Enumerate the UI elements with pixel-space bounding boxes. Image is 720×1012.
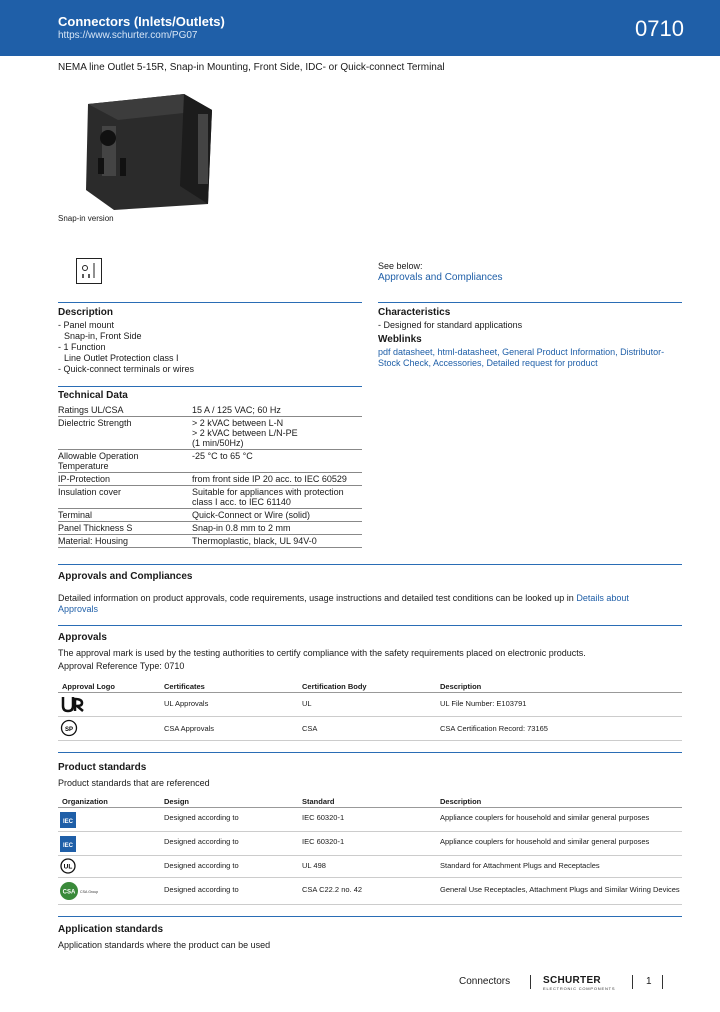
col-header: Standard: [302, 797, 335, 806]
weblinks-heading: Weblinks: [378, 334, 422, 345]
approvals-heading: Approvals: [58, 632, 107, 643]
std-design: Designed according to: [164, 813, 239, 822]
description-list: [58, 320, 194, 375]
technical-key: Allowable Operation Temperature: [58, 450, 192, 473]
divider: [58, 302, 362, 303]
product-photo: [74, 86, 224, 210]
svg-text:SP: SP: [64, 727, 74, 733]
technical-row: [58, 473, 362, 486]
technical-value: Snap-in 0.8 mm to 2 mm: [192, 522, 362, 535]
divider: [58, 625, 682, 626]
technical-row: [58, 486, 362, 509]
application-standards-heading: Application standards: [58, 924, 164, 935]
footer-divider: [530, 975, 531, 989]
technical-key: IP-Protection: [58, 473, 192, 486]
technical-value: Suitable for appliances with protection class I acc. to IEC 61140: [192, 486, 362, 509]
iec-logo-text: IEC: [62, 819, 74, 825]
page-number: 1: [646, 976, 652, 987]
iec-logo-icon: [60, 812, 76, 828]
col-header: Description: [440, 682, 482, 691]
series-code: 0710: [635, 16, 684, 41]
weblinks-line[interactable]: Stock Check, Accessories, Detailed request for product: [378, 358, 598, 368]
technical-key: Terminal: [58, 509, 192, 522]
description-line: - Panel mount: [58, 320, 115, 330]
technical-heading: Technical Data: [58, 390, 128, 401]
product-standards-text: Product standards that are referenced: [58, 778, 210, 788]
col-header: Organization: [62, 797, 108, 806]
csa-group-logo-icon: [59, 880, 99, 902]
col-header: Certification Body: [302, 682, 367, 691]
footer-divider: [662, 975, 663, 989]
technical-key: Insulation cover: [58, 486, 192, 509]
schurter-logo: [543, 975, 615, 991]
application-standards-text: Application standards where the product can be used: [58, 940, 271, 950]
std-desc: General Use Receptacles, Attachment Plugs and Similar Wiring Devices: [440, 885, 680, 894]
technical-row: [58, 522, 362, 535]
technical-row: [58, 535, 362, 548]
std-desc: Appliance couplers for household and similar general purposes: [440, 813, 650, 822]
std-desc: Appliance couplers for household and similar general purposes: [440, 837, 650, 846]
col-header: Description: [440, 797, 482, 806]
divider: [58, 752, 682, 753]
technical-key: Material: Housing: [58, 535, 192, 548]
iec-logo-text: IEC: [62, 843, 74, 849]
csa-group-text: CSA Group: [80, 890, 99, 894]
divider: [378, 302, 682, 303]
divider: [58, 564, 682, 565]
approval-desc: CSA Certification Record: 73165: [440, 724, 548, 733]
technical-row: [58, 404, 362, 417]
characteristics-heading: Characteristics: [378, 307, 451, 318]
iec-logo-icon: [60, 836, 76, 852]
std-standard: UL 498: [302, 861, 326, 870]
characteristics-line: - Designed for standard applications: [378, 320, 523, 330]
std-desc: Standard for Attachment Plugs and Receptacles: [440, 861, 600, 870]
page-header: [0, 0, 720, 56]
std-design: Designed according to: [164, 885, 239, 894]
description-heading: Description: [58, 307, 114, 318]
divider: [58, 916, 682, 917]
category-title: Connectors (Inlets/Outlets): [58, 14, 225, 29]
technical-key: Ratings UL/CSA: [58, 404, 192, 417]
col-header: Design: [164, 797, 190, 806]
description-line: Snap-in, Front Side: [64, 331, 142, 341]
col-header: Approval Logo: [62, 682, 115, 691]
technical-value: > 2 kVAC between L-N > 2 kVAC between L/N-PE (1 min/50Hz): [192, 417, 362, 450]
approvals-compliances-sentence: Detailed information on product approvals, code requirements, usage instructions and detailed test conditions can be looked up in: [58, 593, 574, 603]
product-title: NEMA line Outlet 5-15R, Snap-in Mounting, Front Side, IDC- or Quick-connect Terminal: [58, 62, 445, 73]
technical-value: Thermoplastic, black, UL 94V-0: [192, 535, 362, 548]
std-standard: IEC 60320-1: [302, 813, 345, 822]
protection-class-symbol: [76, 258, 102, 284]
weblinks-line[interactable]: pdf datasheet, html-datasheet, General Product Information, Distributor-: [378, 347, 665, 357]
approvals-compliances-text: [58, 593, 682, 615]
approvals-link[interactable]: Approvals and Compliances: [378, 272, 503, 283]
approvals-compliances-heading: Approvals and Compliances: [58, 571, 193, 582]
technical-row: [58, 417, 362, 450]
col-header: Certificates: [164, 682, 205, 691]
technical-row: [58, 509, 362, 522]
technical-data-table: [58, 404, 362, 548]
technical-value: -25 °C to 65 °C: [192, 450, 362, 473]
technical-row: [58, 450, 362, 473]
details-link-cont[interactable]: Approvals: [58, 604, 99, 614]
approval-body: UL: [302, 699, 312, 708]
approval-cert: CSA Approvals: [164, 724, 215, 733]
description-line: - 1 Function: [58, 342, 106, 352]
csa-logo-icon: [60, 719, 78, 737]
ur-logo-icon: [60, 694, 88, 714]
approval-cert: UL Approvals: [164, 699, 209, 708]
technical-value: 15 A / 125 VAC; 60 Hz: [192, 404, 362, 417]
footer-label: Connectors: [459, 976, 511, 987]
approvals-text: The approval mark is used by the testing authorities to certify compliance with the safety requirements placed on electronic products.: [58, 648, 586, 658]
technical-value: from front side IP 20 acc. to IEC 60529: [192, 473, 362, 486]
description-line: Line Outlet Protection class I: [64, 353, 179, 363]
product-standards-heading: Product standards: [58, 762, 147, 773]
ul-logo-icon: [60, 858, 76, 874]
brand-tagline: ELECTRONIC COMPONENTS: [543, 986, 616, 991]
brand-name: SCHURTER: [543, 975, 601, 986]
technical-value: Quick-Connect or Wire (solid): [192, 509, 362, 522]
photo-caption: Snap-in version: [58, 214, 114, 223]
std-standard: IEC 60320-1: [302, 837, 345, 846]
csa-logo-text: CSA: [62, 889, 76, 896]
category-url[interactable]: https://www.schurter.com/PG07: [58, 30, 198, 41]
footer-divider: [632, 975, 633, 989]
std-design: Designed according to: [164, 861, 239, 870]
approval-desc: UL File Number: E103791: [440, 699, 527, 708]
std-standard: CSA C22.2 no. 42: [302, 885, 363, 894]
description-line: - Quick-connect terminals or wires: [58, 364, 195, 374]
approval-reference: Approval Reference Type: 0710: [58, 661, 185, 671]
details-link[interactable]: Details about: [576, 593, 629, 603]
technical-key: Dielectric Strength: [58, 417, 192, 450]
std-design: Designed according to: [164, 837, 239, 846]
ul-logo-text: UL: [63, 863, 73, 871]
approval-body: CSA: [302, 724, 318, 733]
see-below-label: See below:: [378, 261, 423, 271]
technical-key: Panel Thickness S: [58, 522, 192, 535]
divider: [58, 386, 362, 387]
